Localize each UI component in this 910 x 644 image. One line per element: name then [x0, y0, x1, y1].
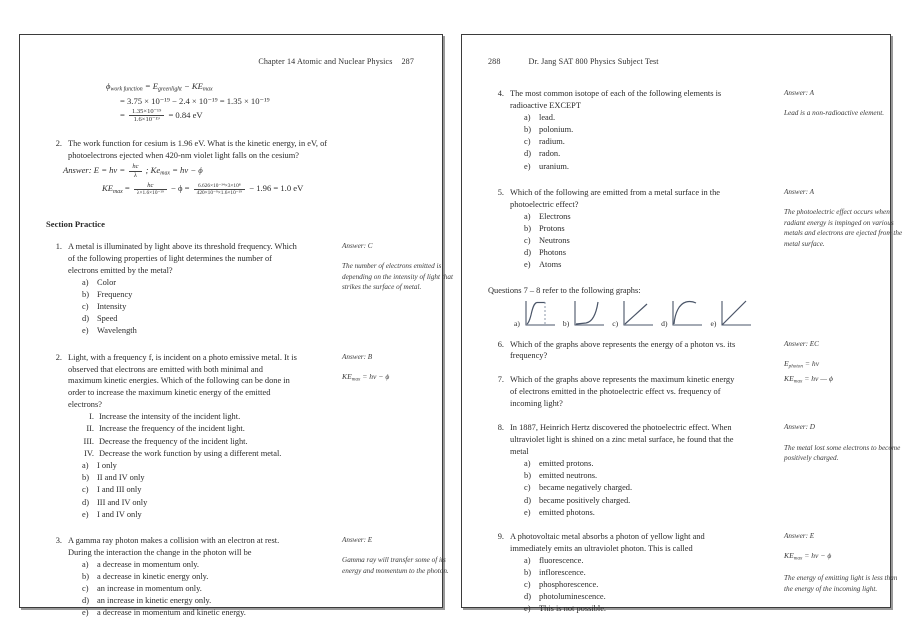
- choice-e-label: e): [524, 260, 531, 270]
- choice-c-label: c): [524, 137, 531, 147]
- page-left: [19, 34, 453, 618]
- question-4-answer-box: [784, 88, 904, 119]
- graph-b-icon: [570, 299, 606, 329]
- graph-d-label: d): [661, 318, 668, 328]
- solve-f1-denominator: λ×1.6×10⁻¹⁹: [134, 189, 167, 196]
- choice-b-label: b): [82, 571, 89, 581]
- question-2-row: [46, 138, 338, 162]
- roman-item-iv: [72, 448, 298, 460]
- choice-d-label: d): [524, 495, 531, 505]
- running-head-chapter: Chapter 14 Atomic and Nuclear Physics: [258, 57, 393, 66]
- formula-2-sub: max: [793, 378, 803, 385]
- answer-line-prefix: Answer: E = hv =: [63, 165, 126, 176]
- choice-a-text: lead.: [539, 112, 556, 122]
- choice-b-text: inflorescence.: [539, 567, 586, 577]
- question-item-3: [46, 535, 449, 620]
- choice-a[interactable]: [524, 211, 740, 223]
- choice-e-text: This is not possible.: [539, 604, 607, 614]
- question-2-roman-items: [46, 411, 298, 460]
- question-5-answer-box: [784, 187, 904, 249]
- choice-a-label: a): [82, 277, 89, 287]
- choice-c-text: radium.: [539, 137, 565, 147]
- question-2-solve-line: [46, 182, 338, 197]
- worked-math-block: [46, 80, 418, 124]
- question-6-body: [488, 339, 740, 363]
- choice-b-label: b): [524, 471, 531, 481]
- ke-subscript: max: [202, 86, 213, 93]
- choice-a-label: a): [524, 112, 531, 122]
- question-2-answer-formula: [342, 371, 462, 384]
- graph-a-label: a): [514, 318, 520, 328]
- choice-c-label: c): [524, 580, 531, 590]
- choice-c-label: c): [524, 483, 531, 493]
- question-3-row: [46, 535, 298, 559]
- choice-d[interactable]: [524, 148, 740, 160]
- roman-item-iii: [72, 436, 298, 448]
- question-6-number: 6.: [497, 339, 504, 349]
- choice-d[interactable]: [524, 495, 740, 507]
- question-3-body: [46, 535, 298, 620]
- question-6-answer-formula-1: [784, 358, 904, 371]
- question-9-body: [488, 531, 740, 616]
- question-item-1: [46, 241, 453, 338]
- formula-2-tail: = hv — ϕ: [804, 373, 833, 383]
- question-3-explanation: Gamma ray will transfer some of its energy and momentum to the photon.: [342, 556, 449, 575]
- math-line-1: [46, 80, 418, 95]
- choice-d[interactable]: [524, 591, 740, 603]
- choice-d-label: d): [82, 314, 89, 324]
- q9-formula-tail: = hv − ϕ: [804, 551, 832, 561]
- question-8-answer-box: [784, 422, 904, 463]
- roman-ii-text: Increase the frequency of the incident light.: [99, 424, 245, 434]
- choice-a-label: a): [524, 555, 531, 565]
- choice-c[interactable]: [82, 301, 298, 313]
- question-2-practice-body: [46, 352, 298, 521]
- choice-e-label: e): [82, 509, 89, 519]
- question-4-answer-label: Answer: A: [784, 89, 815, 97]
- graph-option-c: [612, 299, 655, 329]
- graph-row: [488, 299, 866, 329]
- answer-fraction-numerator: hc: [132, 163, 139, 171]
- choice-d-text: radon.: [539, 149, 561, 159]
- question-9-number: 9.: [497, 531, 504, 541]
- choice-a-text: Color: [97, 277, 117, 287]
- roman-iii-text: Decrease the frequency of the incident light.: [99, 436, 248, 446]
- choice-d[interactable]: [82, 595, 298, 607]
- choice-a[interactable]: [524, 555, 740, 567]
- solve-fraction-2: [194, 183, 245, 196]
- choice-c-text: Neutrons: [539, 236, 570, 245]
- roman-iv-text: Decrease the work function by using a different metal.: [99, 448, 282, 458]
- choice-a[interactable]: [82, 277, 298, 289]
- question-1-answer-box: [342, 241, 462, 293]
- math-line-2: = 3.75 × 10⁻¹⁹ − 2.4 × 10⁻¹⁹ = 1.35 × 10⁻¹⁹: [120, 95, 270, 106]
- question-4-choices: [488, 112, 740, 173]
- question-7-number: 7.: [497, 375, 504, 385]
- choice-d[interactable]: [82, 497, 298, 509]
- question-5-choices: [488, 211, 740, 272]
- question-item-6: [488, 339, 866, 385]
- page-left-content: [20, 35, 453, 618]
- choice-b-label: b): [82, 289, 89, 299]
- choice-a[interactable]: [82, 559, 298, 571]
- question-9-answer-formula: [784, 550, 904, 563]
- question-1-stem: A metal is illuminated by light above its threshold frequency. Which of the following properties of light determines the number of electrons emitted by the metal?: [68, 241, 297, 275]
- choice-e[interactable]: [524, 507, 740, 519]
- question-2-choices: [46, 460, 298, 521]
- question-1-choices: [46, 277, 298, 338]
- page-right: [461, 34, 903, 614]
- solve-f2-numerator: 6.626×10⁻³⁴×3×10⁸: [198, 182, 241, 189]
- choice-b[interactable]: [524, 223, 740, 235]
- graph-option-e: [710, 299, 753, 329]
- choice-c[interactable]: [524, 579, 740, 591]
- choice-c-text: became negatively charged.: [539, 483, 633, 493]
- question-8-choices: [488, 458, 740, 519]
- math-line-1-rhs: = E: [144, 81, 159, 91]
- solve-f1-numerator: hc: [147, 182, 154, 190]
- choice-a[interactable]: [524, 458, 740, 470]
- question-9-answer-box: [784, 531, 904, 594]
- question-6-stem: Which of the graphs above represents the energy of a photon vs. its frequency?: [510, 339, 736, 361]
- choice-b-text: a decrease in kinetic energy only.: [97, 571, 209, 581]
- fraction-numerator: 1.35×10⁻¹⁹: [132, 107, 162, 115]
- choice-c-text: Intensity: [97, 302, 127, 312]
- question-2-number: 2.: [55, 138, 62, 148]
- choice-b[interactable]: [82, 289, 298, 301]
- choice-a[interactable]: [524, 112, 740, 124]
- choice-b-label: b): [82, 473, 89, 483]
- choice-b-text: Frequency: [97, 289, 133, 299]
- math-line-3: [46, 108, 418, 124]
- graph-c-icon: [619, 299, 655, 329]
- solve-f2-denominator: 420×10⁻⁹×1.6×10⁻¹⁹: [194, 189, 245, 196]
- choice-a-text: a decrease in momentum only.: [97, 559, 200, 569]
- question-7-row: [488, 374, 740, 410]
- choice-c-label: c): [82, 485, 89, 495]
- question-item-9: [488, 531, 898, 616]
- graph-a-icon: [521, 299, 557, 329]
- question-4-body: [488, 88, 740, 173]
- math-line-3-tail: = 0.84 eV: [168, 109, 203, 120]
- formula-1-sub: photon: [788, 363, 803, 370]
- solve-lhs: KE: [102, 183, 113, 194]
- question-2-answer-line: [46, 163, 338, 179]
- question-7-stem: Which of the graphs above represents the maximum kinetic energy of electrons emitted in the photoelectric effect vs. frequency of incoming light?: [510, 375, 735, 409]
- choice-d-label: d): [82, 497, 89, 507]
- choice-d[interactable]: [524, 247, 740, 259]
- choice-c[interactable]: [524, 136, 740, 148]
- choice-e[interactable]: [524, 259, 740, 271]
- question-6-row: [488, 339, 740, 363]
- choice-c-text: an increase in momentum only.: [97, 584, 202, 594]
- choice-c-text: phosphorescence.: [539, 580, 599, 590]
- question-9-row: [488, 531, 740, 555]
- question-2-worked: [46, 138, 418, 197]
- question-6-answer-label: Answer: EC: [784, 339, 819, 348]
- question-5-stem: Which of the following are emitted from a metal surface in the photoelectric effect?: [510, 187, 720, 209]
- solve-tail: − 1.96 = 1.0 eV: [249, 183, 304, 194]
- choice-e-text: Wavelength: [97, 326, 137, 336]
- roman-i-label: I.: [89, 412, 94, 422]
- question-9-stem: A photovoltaic metal absorbs a photon of yellow light and immediately emits an ultraviolet photon. This is called: [510, 531, 705, 553]
- question-2-stem: The work function for cesium is 1.96 eV. What is the kinetic energy, in eV, of photoelectrons ejected when 420-nm violet light falls on the cesium?: [68, 138, 328, 160]
- roman-item-i: [72, 411, 298, 423]
- choice-e[interactable]: [82, 325, 298, 337]
- question-2-body: [46, 138, 338, 197]
- choice-a-text: Electrons: [539, 211, 571, 221]
- choice-c[interactable]: [82, 484, 298, 496]
- answer-line-mid: ; Ke: [145, 165, 161, 176]
- choice-d-text: Photons: [539, 248, 566, 258]
- question-8-body: [488, 422, 740, 519]
- question-item-8: [488, 422, 901, 519]
- question-5-body: [488, 187, 740, 272]
- question-1-body: [46, 241, 298, 338]
- choice-c[interactable]: [524, 235, 740, 247]
- choice-a-text: I only: [97, 460, 117, 470]
- graph-reference-text: Questions 7 – 8 refer to the following graphs:: [488, 285, 641, 295]
- choice-d-text: became positively charged.: [539, 495, 631, 505]
- choice-a-label: a): [524, 458, 531, 468]
- roman-iii-label: III.: [83, 436, 94, 446]
- choice-e[interactable]: [82, 509, 298, 521]
- choice-b[interactable]: [82, 472, 298, 484]
- running-head-book-title: Dr. Jang SAT 800 Physics Subject Test: [528, 57, 659, 66]
- question-3-stem: A gamma ray photon makes a collision with an electron at rest. During the interaction the change in the photon will be: [68, 535, 280, 557]
- question-5-answer-label: Answer: A: [784, 187, 815, 196]
- choice-c-label: c): [82, 584, 89, 594]
- question-4-row: [488, 88, 740, 112]
- question-7-body: [488, 374, 740, 410]
- answer-formula-tail: = hv − ϕ: [362, 372, 390, 382]
- question-item-5: [488, 187, 903, 272]
- page-right-content: [462, 35, 903, 614]
- math-line-3-prefix: =: [120, 109, 125, 120]
- section-practice-heading: Section Practice: [46, 218, 105, 229]
- graph-c-label: c): [612, 318, 619, 328]
- q9-formula-lhs: KE: [784, 551, 794, 561]
- question-1-explanation: The number of electrons emitted is depending on the intensity of light that strikes the surface of metal.: [342, 262, 453, 292]
- choice-b-label: b): [524, 567, 531, 577]
- formula-2-lhs: KE: [784, 373, 794, 383]
- question-5-row: [488, 187, 740, 211]
- roman-i-text: Increase the intensity of the incident light.: [99, 412, 241, 422]
- question-3-choices: [46, 559, 298, 620]
- question-9-choices: [488, 555, 740, 616]
- choice-e-text: uranium.: [539, 161, 570, 171]
- choice-e-text: emitted photons.: [539, 507, 595, 517]
- math-line-3-fraction: [129, 108, 164, 124]
- answer-formula-lhs: KE: [342, 372, 352, 382]
- choice-d[interactable]: [82, 313, 298, 325]
- choice-d-label: d): [82, 596, 89, 606]
- q9-formula-sub: max: [793, 555, 803, 562]
- question-5-explanation: The photoelectric effect occurs when radiant energy is impinged on various metals and electrons are ejected from the metal surface.: [784, 208, 903, 248]
- choice-b-label: b): [524, 223, 531, 233]
- question-8-stem: In 1887, Heinrich Hertz discovered the photoelectric effect. When ultraviolet light is shined on a zinc metal surface, he found that the metal: [510, 423, 734, 457]
- choice-a[interactable]: [82, 460, 298, 472]
- math-line-1-tail: − KE: [183, 81, 203, 91]
- choice-a-label: a): [524, 211, 531, 221]
- choice-b[interactable]: [524, 124, 740, 136]
- question-1-number: 1.: [55, 241, 62, 251]
- graph-b-label: b): [562, 318, 570, 328]
- question-2-practice-row: [46, 352, 298, 412]
- question-5-number: 5.: [497, 187, 504, 197]
- question-4-stem: The most common isotope of each of the following elements is radioactive EXCEPT: [510, 89, 722, 110]
- roman-item-ii: [72, 423, 298, 435]
- choice-c-label: c): [82, 302, 89, 312]
- phi-symbol: ϕ: [106, 81, 111, 91]
- answer-formula-sub: max: [351, 376, 361, 383]
- answer-fraction-denominator: λ: [129, 171, 141, 179]
- choice-a-text: emitted protons.: [539, 458, 594, 468]
- choice-e-label: e): [82, 326, 89, 336]
- solve-equals: =: [124, 183, 130, 194]
- graph-e-icon: [717, 299, 753, 329]
- choice-c[interactable]: [524, 482, 740, 494]
- choice-e[interactable]: [524, 161, 740, 173]
- solve-lhs-sub: max: [112, 188, 123, 195]
- graph-e-label: e): [710, 318, 717, 328]
- choice-c-label: c): [524, 236, 531, 245]
- question-8-answer-label: Answer: D: [784, 423, 815, 432]
- choice-a-label: a): [82, 559, 89, 569]
- formula-1-lhs: E: [784, 359, 789, 368]
- fraction-denominator: 1.6×10⁻¹⁹: [129, 115, 164, 123]
- choice-e-text: a decrease in momentum and kinetic energy.: [97, 608, 246, 618]
- formula-1-tail: = hv: [804, 359, 820, 368]
- running-head-page-number: 288: [488, 57, 501, 66]
- choice-e[interactable]: [524, 603, 740, 615]
- roman-ii-label: II.: [86, 424, 94, 434]
- choice-d-label: d): [524, 592, 531, 602]
- solve-fraction-1: [134, 182, 167, 196]
- answer-line-tail: = hv − ϕ: [172, 165, 203, 176]
- question-2-practice-stem: Light, with a frequency f, is incident on a photo emissive metal. It is observed that electrons are emitted with both minimal and maximum kinetic energies. Which of the following can be done in order to increase the maximum kinetic energy of the emitted electrons?: [68, 352, 297, 410]
- choice-d-text: III and IV only: [97, 497, 148, 507]
- choice-e-label: e): [82, 608, 89, 618]
- question-3-answer-label: Answer: E: [342, 535, 373, 544]
- choice-d-text: Speed: [97, 314, 118, 324]
- choice-a-label: a): [82, 460, 89, 470]
- answer-line-mid-sub: max: [160, 170, 170, 177]
- question-2-practice-number: 2.: [55, 352, 62, 362]
- question-item-7: [488, 374, 866, 410]
- phi-subscript: work function: [110, 86, 143, 93]
- choice-e-text: Atoms: [539, 260, 562, 270]
- choice-c-text: I and III only: [97, 485, 142, 495]
- question-4-number: 4.: [497, 89, 504, 98]
- solve-mid: − ϕ =: [170, 183, 190, 194]
- choice-b[interactable]: [524, 470, 740, 482]
- roman-iv-label: IV.: [84, 448, 94, 458]
- question-item-4: [488, 88, 885, 173]
- answer-line-fraction: [129, 163, 141, 179]
- graph-option-d: [661, 299, 704, 329]
- question-item-2: [46, 352, 418, 521]
- choice-b-text: polonium.: [539, 125, 574, 135]
- choice-d-text: photoluminescence.: [539, 592, 606, 602]
- choice-d-text: an increase in kinetic energy only.: [97, 596, 212, 606]
- choice-b-text: emitted neutrons.: [539, 471, 598, 481]
- choice-e[interactable]: [82, 607, 298, 619]
- choice-c[interactable]: [82, 583, 298, 595]
- running-head-left-page: [46, 57, 418, 66]
- e-subscript: greenlight: [158, 86, 182, 93]
- choice-b[interactable]: [82, 571, 298, 583]
- question-2-answer-label: Answer: B: [342, 352, 373, 361]
- question-8-explanation: The metal lost some electrons to become positively charged.: [784, 443, 901, 463]
- graph-option-a: [514, 299, 557, 329]
- choice-d-label: d): [524, 149, 531, 159]
- running-head-right-page: [488, 57, 866, 66]
- choice-e-label: e): [524, 604, 531, 614]
- choice-e-label: e): [524, 507, 531, 517]
- choice-b-text: II and IV only: [97, 473, 145, 483]
- question-4-explanation: Lead is a non-radioactive element.: [784, 109, 885, 118]
- question-3-answer-box: [342, 535, 462, 576]
- choice-b-label: b): [524, 125, 531, 135]
- question-3-number: 3.: [55, 535, 62, 545]
- choice-b[interactable]: [524, 567, 740, 579]
- question-1-row: [46, 241, 298, 277]
- question-9-explanation: The energy of emitting light is less than the energy of the incoming light.: [784, 574, 898, 593]
- question-9-answer-label: Answer: E: [784, 531, 815, 540]
- question-8-row: [488, 422, 740, 458]
- choice-d-label: d): [524, 248, 531, 258]
- graph-d-icon: [668, 299, 704, 329]
- question-8-number: 8.: [497, 423, 504, 433]
- choice-e-text: I and IV only: [97, 509, 142, 519]
- choice-a-text: fluorescence.: [539, 555, 584, 565]
- choice-e-label: e): [524, 161, 531, 171]
- graph-option-b: [563, 299, 606, 329]
- question-1-answer-label: Answer: C: [342, 241, 373, 250]
- running-head-page-number: 287: [401, 57, 414, 66]
- question-2-answer-box: [342, 352, 462, 384]
- choice-b-text: Protons: [539, 223, 565, 233]
